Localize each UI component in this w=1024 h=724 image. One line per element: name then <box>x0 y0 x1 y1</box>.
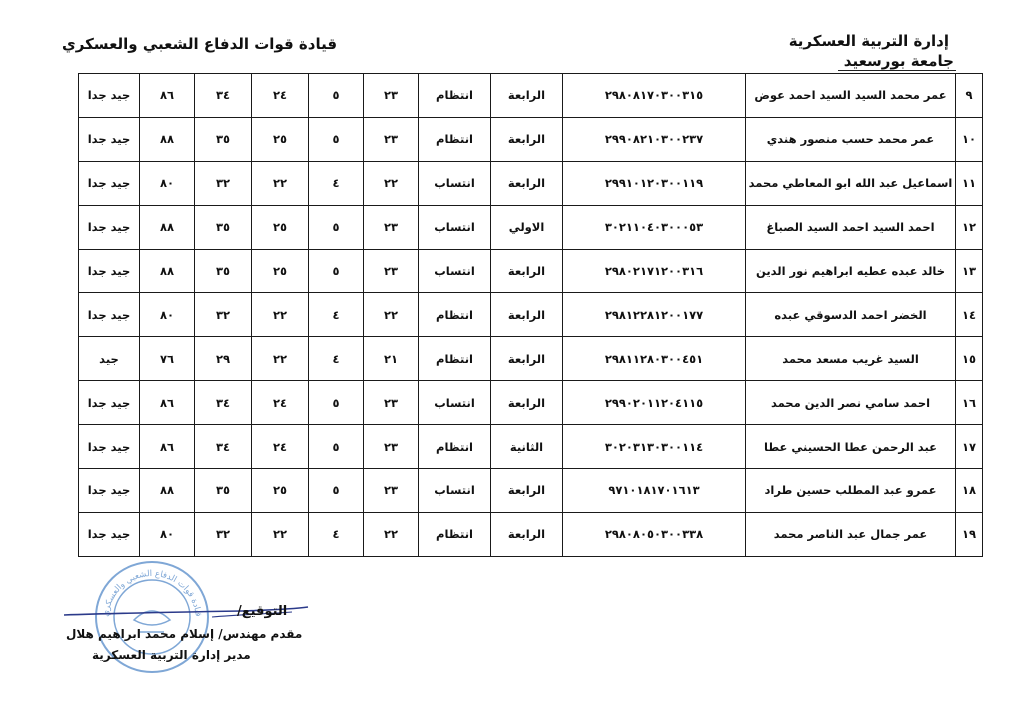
table-row <box>79 161 983 205</box>
row-index-cell: ١٦ <box>956 381 983 425</box>
national-id-cell: ٢٩٩٠٢٠١١٢٠٤١١٥ <box>563 381 746 425</box>
row-index-cell: ١٩ <box>956 512 983 556</box>
enrollment-type-cell: انتظام <box>419 337 491 381</box>
national-id-cell: ٢٩٨١١٢٨٠٣٠٠٤٥١ <box>563 337 746 381</box>
score-3-cell: ٢٤ <box>252 74 309 118</box>
student-name-cell: اسماعيل عبد الله ابو المعاطي محمد <box>746 161 956 205</box>
table-row <box>79 293 983 337</box>
enrollment-type-cell: انتساب <box>419 161 491 205</box>
student-name-cell: عمر جمال عبد الناصر محمد <box>746 512 956 556</box>
national-id-cell: ٢٩٨١٢٢٨١٢٠٠١٧٧ <box>563 293 746 337</box>
grade-cell: جيد جدا <box>79 425 140 469</box>
student-name-cell: عمر محمد السيد السيد احمد عوض <box>746 74 956 118</box>
national-id-cell: ٢٩٨٠٢١٧١٢٠٠٣١٦ <box>563 249 746 293</box>
grade-cell: جيد جدا <box>79 249 140 293</box>
score-2-cell: ٤ <box>309 161 364 205</box>
row-index-cell: ٩ <box>956 74 983 118</box>
enrollment-type-cell: انتظام <box>419 74 491 118</box>
header-university: جامعة بورسعيد <box>843 52 954 70</box>
score-2-cell: ٥ <box>309 469 364 513</box>
total-score-cell: ٨٦ <box>140 381 195 425</box>
academic-level-cell: الرابعة <box>491 381 563 425</box>
score-3-cell: ٢٤ <box>252 381 309 425</box>
score-4-cell: ٣٤ <box>195 74 252 118</box>
score-2-cell: ٥ <box>309 74 364 118</box>
score-4-cell: ٣٢ <box>195 512 252 556</box>
student-name-cell: خالد عبده عطيه ابراهيم نور الدين <box>746 249 956 293</box>
score-1-cell: ٢٣ <box>364 205 419 249</box>
score-1-cell: ٢٢ <box>364 161 419 205</box>
student-name-cell: عمرو عبد المطلب حسين طراد <box>746 469 956 513</box>
score-3-cell: ٢٤ <box>252 425 309 469</box>
header-underline <box>838 70 956 71</box>
results-table-body <box>79 74 983 557</box>
score-2-cell: ٤ <box>309 337 364 381</box>
score-4-cell: ٣٢ <box>195 293 252 337</box>
total-score-cell: ٨٦ <box>140 425 195 469</box>
academic-level-cell: الرابعة <box>491 337 563 381</box>
score-2-cell: ٥ <box>309 425 364 469</box>
score-2-cell: ٥ <box>309 117 364 161</box>
row-index-cell: ١٨ <box>956 469 983 513</box>
total-score-cell: ٨٠ <box>140 161 195 205</box>
row-index-cell: ١٢ <box>956 205 983 249</box>
row-index-cell: ١٥ <box>956 337 983 381</box>
stamp-text: قيادة قوات الدفاع الشعبي والعسكري <box>101 568 203 618</box>
academic-level-cell: الرابعة <box>491 161 563 205</box>
academic-level-cell: الرابعة <box>491 117 563 161</box>
row-index-cell: ١٧ <box>956 425 983 469</box>
score-4-cell: ٣٥ <box>195 249 252 293</box>
score-1-cell: ٢٣ <box>364 249 419 293</box>
table-row <box>79 74 983 118</box>
grade-cell: جيد جدا <box>79 161 140 205</box>
total-score-cell: ٨٨ <box>140 117 195 161</box>
student-name-cell: السيد غريب مسعد محمد <box>746 337 956 381</box>
enrollment-type-cell: انتظام <box>419 512 491 556</box>
score-1-cell: ٢٢ <box>364 512 419 556</box>
table-row <box>79 117 983 161</box>
header-department: إدارة التربية العسكرية <box>788 32 949 50</box>
grade-cell: جيد جدا <box>79 381 140 425</box>
score-1-cell: ٢٣ <box>364 117 419 161</box>
academic-level-cell: الرابعة <box>491 469 563 513</box>
row-index-cell: ١٣ <box>956 249 983 293</box>
grade-cell: جيد جدا <box>79 469 140 513</box>
total-score-cell: ٨٠ <box>140 512 195 556</box>
total-score-cell: ٨٠ <box>140 293 195 337</box>
score-3-cell: ٢٥ <box>252 117 309 161</box>
national-id-cell: ٣٠٢٠٣١٣٠٣٠٠١١٤ <box>563 425 746 469</box>
enrollment-type-cell: انتساب <box>419 249 491 293</box>
header-command: قيادة قوات الدفاع الشعبي والعسكري <box>62 35 338 53</box>
signature-label: التوقيع/ <box>237 604 288 619</box>
student-name-cell: عبد الرحمن عطا الحسيني عطا <box>746 425 956 469</box>
table-row <box>79 469 983 513</box>
score-2-cell: ٥ <box>309 381 364 425</box>
student-name-cell: احمد السيد احمد السيد الصباغ <box>746 205 956 249</box>
academic-level-cell: الرابعة <box>491 512 563 556</box>
enrollment-type-cell: انتظام <box>419 293 491 337</box>
score-4-cell: ٣٥ <box>195 117 252 161</box>
academic-level-cell: الثانية <box>491 425 563 469</box>
table-row <box>79 381 983 425</box>
score-3-cell: ٢٢ <box>252 293 309 337</box>
academic-level-cell: الرابعة <box>491 249 563 293</box>
row-index-cell: ١٤ <box>956 293 983 337</box>
total-score-cell: ٧٦ <box>140 337 195 381</box>
row-index-cell: ١٠ <box>956 117 983 161</box>
grade-cell: جيد جدا <box>79 205 140 249</box>
score-1-cell: ٢٣ <box>364 425 419 469</box>
total-score-cell: ٨٨ <box>140 249 195 293</box>
score-1-cell: ٢٢ <box>364 293 419 337</box>
score-3-cell: ٢٥ <box>252 205 309 249</box>
score-4-cell: ٣٥ <box>195 205 252 249</box>
student-name-cell: عمر محمد حسب منصور هندي <box>746 117 956 161</box>
grade-cell: جيد جدا <box>79 512 140 556</box>
table-row <box>79 337 983 381</box>
academic-level-cell: الرابعة <box>491 74 563 118</box>
student-name-cell: احمد سامي نصر الدين محمد <box>746 381 956 425</box>
total-score-cell: ٨٦ <box>140 74 195 118</box>
score-4-cell: ٣٢ <box>195 161 252 205</box>
table-row <box>79 512 983 556</box>
national-id-cell: ٢٩٨٠٨٠٥٠٣٠٠٣٣٨ <box>563 512 746 556</box>
grade-cell: جيد جدا <box>79 74 140 118</box>
national-id-cell: ٣٠٢١١٠٤٠٣٠٠٠٥٣ <box>563 205 746 249</box>
table-row <box>79 425 983 469</box>
signatory-name: مقدم مهندس/ إسلام محمد ابراهيم هلال <box>66 627 303 641</box>
grade-cell: جيد جدا <box>79 293 140 337</box>
national-id-cell: ٢٩٩١٠١٢٠٣٠٠١١٩ <box>563 161 746 205</box>
score-1-cell: ٢٣ <box>364 381 419 425</box>
score-4-cell: ٢٩ <box>195 337 252 381</box>
score-2-cell: ٤ <box>309 293 364 337</box>
score-2-cell: ٥ <box>309 249 364 293</box>
score-3-cell: ٢٥ <box>252 469 309 513</box>
score-2-cell: ٤ <box>309 512 364 556</box>
grade-cell: جيد جدا <box>79 117 140 161</box>
national-id-cell: ٩٧١٠١٨١٧٠١٦١٣ <box>563 469 746 513</box>
score-1-cell: ٢٣ <box>364 74 419 118</box>
score-2-cell: ٥ <box>309 205 364 249</box>
enrollment-type-cell: انتظام <box>419 117 491 161</box>
national-id-cell: ٢٩٨٠٨١٧٠٣٠٠٣١٥ <box>563 74 746 118</box>
academic-level-cell: الاولي <box>491 205 563 249</box>
score-1-cell: ٢١ <box>364 337 419 381</box>
national-id-cell: ٢٩٩٠٨٢١٠٣٠٠٢٣٧ <box>563 117 746 161</box>
student-name-cell: الخضر احمد الدسوقي عبده <box>746 293 956 337</box>
score-4-cell: ٣٤ <box>195 425 252 469</box>
score-4-cell: ٣٥ <box>195 469 252 513</box>
table-row <box>79 249 983 293</box>
grade-cell: جيد <box>79 337 140 381</box>
total-score-cell: ٨٨ <box>140 469 195 513</box>
row-index-cell: ١١ <box>956 161 983 205</box>
enrollment-type-cell: انتساب <box>419 205 491 249</box>
total-score-cell: ٨٨ <box>140 205 195 249</box>
results-table <box>78 73 983 557</box>
signatory-role: مدير إدارة التربية العسكرية <box>92 648 251 662</box>
score-4-cell: ٣٤ <box>195 381 252 425</box>
score-3-cell: ٢٢ <box>252 337 309 381</box>
score-3-cell: ٢٢ <box>252 512 309 556</box>
score-1-cell: ٢٣ <box>364 469 419 513</box>
enrollment-type-cell: انتظام <box>419 425 491 469</box>
enrollment-type-cell: انتساب <box>419 469 491 513</box>
table-row <box>79 205 983 249</box>
enrollment-type-cell: انتساب <box>419 381 491 425</box>
score-3-cell: ٢٥ <box>252 249 309 293</box>
score-3-cell: ٢٢ <box>252 161 309 205</box>
academic-level-cell: الرابعة <box>491 293 563 337</box>
